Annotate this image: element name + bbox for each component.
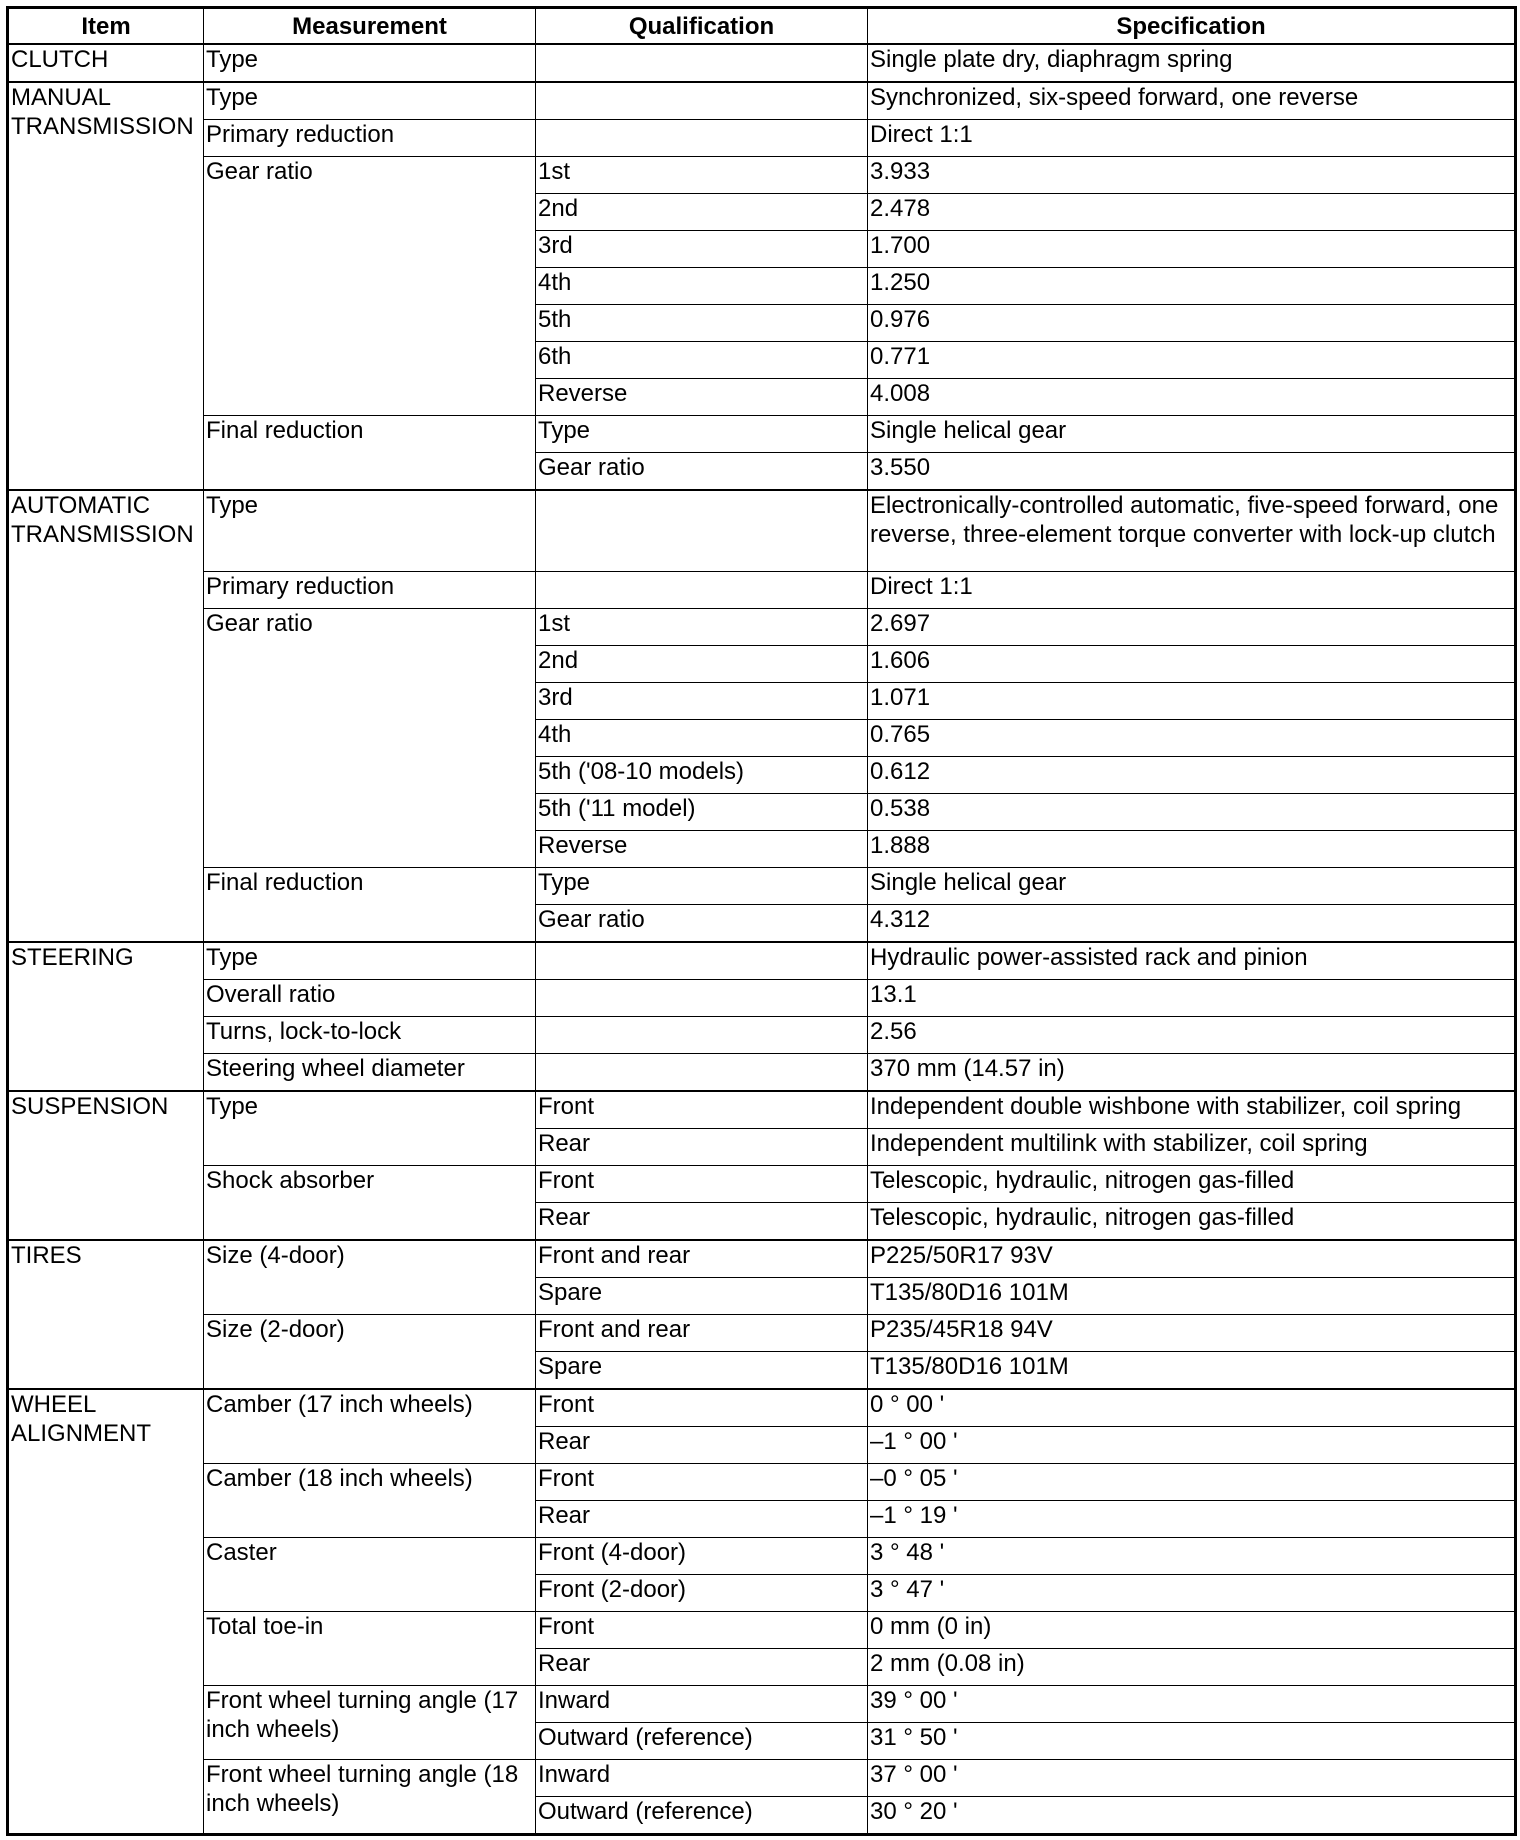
header-row	[8, 8, 1516, 45]
qualification-cell: 4th	[536, 268, 868, 305]
specification-cell: 13.1	[868, 980, 1516, 1017]
qualification-cell: Front	[536, 1464, 868, 1501]
qualification-cell: Gear ratio	[536, 905, 868, 943]
specification-cell: 37 ° 00 '	[868, 1760, 1516, 1797]
measurement-cell: Turns, lock-to-lock	[204, 1017, 536, 1054]
qualification-cell: Rear	[536, 1427, 868, 1464]
item-cell: CLUTCH	[8, 44, 204, 82]
table-body	[8, 44, 1516, 1835]
specification-cell: 3.933	[868, 157, 1516, 194]
qualification-cell: 2nd	[536, 194, 868, 231]
header-item: Item	[8, 8, 204, 45]
qualification-cell: 3rd	[536, 683, 868, 720]
qualification-cell: Rear	[536, 1203, 868, 1241]
specification-cell: 0 mm (0 in)	[868, 1612, 1516, 1649]
measurement-cell: Primary reduction	[204, 120, 536, 157]
specification-cell: 0.771	[868, 342, 1516, 379]
qualification-cell: 5th	[536, 305, 868, 342]
table-row	[8, 609, 1516, 646]
qualification-cell: 2nd	[536, 646, 868, 683]
qualification-cell: Inward	[536, 1760, 868, 1797]
table-row	[8, 1464, 1516, 1501]
qualification-cell: Type	[536, 868, 868, 905]
specification-cell: Synchronized, six-speed forward, one reverse	[868, 82, 1516, 120]
qualification-cell: Front and rear	[536, 1240, 868, 1278]
table-row	[8, 1315, 1516, 1352]
specification-cell: 0.976	[868, 305, 1516, 342]
qualification-cell: Front	[536, 1612, 868, 1649]
table-row	[8, 157, 1516, 194]
measurement-cell: Primary reduction	[204, 572, 536, 609]
qualification-cell	[536, 942, 868, 980]
qualification-cell: 3rd	[536, 231, 868, 268]
item-cell: MANUAL TRANSMISSION	[8, 82, 204, 490]
table-row	[8, 82, 1516, 120]
qualification-cell: 4th	[536, 720, 868, 757]
specification-cell: 2 mm (0.08 in)	[868, 1649, 1516, 1686]
qualification-cell: Front (4-door)	[536, 1538, 868, 1575]
table-row	[8, 942, 1516, 980]
item-cell: SUSPENSION	[8, 1091, 204, 1240]
specification-cell: 3.550	[868, 453, 1516, 491]
table-row	[8, 1686, 1516, 1723]
specification-cell: –1 ° 00 '	[868, 1427, 1516, 1464]
specification-cell: Telescopic, hydraulic, nitrogen gas-filled	[868, 1203, 1516, 1241]
specifications-table	[6, 6, 1517, 1836]
table-row	[8, 1612, 1516, 1649]
measurement-cell: Type	[204, 490, 536, 572]
qualification-cell: Front	[536, 1166, 868, 1203]
measurement-cell: Gear ratio	[204, 609, 536, 868]
table-row	[8, 416, 1516, 453]
measurement-cell: Final reduction	[204, 868, 536, 943]
specification-cell: Single helical gear	[868, 868, 1516, 905]
specification-cell: 3 ° 47 '	[868, 1575, 1516, 1612]
specification-cell: 0.765	[868, 720, 1516, 757]
measurement-cell: Shock absorber	[204, 1166, 536, 1241]
item-cell: TIRES	[8, 1240, 204, 1389]
table-row	[8, 1166, 1516, 1203]
table-row	[8, 868, 1516, 905]
specification-cell: 0.538	[868, 794, 1516, 831]
qualification-cell: 1st	[536, 157, 868, 194]
specification-cell: Direct 1:1	[868, 120, 1516, 157]
qualification-cell: Front	[536, 1389, 868, 1427]
specification-cell: 370 mm (14.57 in)	[868, 1054, 1516, 1092]
specification-cell: 2.697	[868, 609, 1516, 646]
qualification-cell: Spare	[536, 1278, 868, 1315]
specification-cell: Telescopic, hydraulic, nitrogen gas-filled	[868, 1166, 1516, 1203]
qualification-cell: Inward	[536, 1686, 868, 1723]
qualification-cell: 5th ('08-10 models)	[536, 757, 868, 794]
measurement-cell: Front wheel turning angle (17 inch wheels)	[204, 1686, 536, 1760]
qualification-cell: Outward (reference)	[536, 1723, 868, 1760]
table-row	[8, 1017, 1516, 1054]
measurement-cell: Camber (17 inch wheels)	[204, 1389, 536, 1464]
qualification-cell: Spare	[536, 1352, 868, 1390]
table-row	[8, 44, 1516, 82]
qualification-cell: 6th	[536, 342, 868, 379]
qualification-cell	[536, 980, 868, 1017]
qualification-cell: Outward (reference)	[536, 1797, 868, 1835]
qualification-cell	[536, 82, 868, 120]
specification-cell: Independent double wishbone with stabilizer, coil spring	[868, 1091, 1516, 1129]
measurement-cell: Final reduction	[204, 416, 536, 491]
specification-cell: 31 ° 50 '	[868, 1723, 1516, 1760]
table-row	[8, 120, 1516, 157]
measurement-cell: Overall ratio	[204, 980, 536, 1017]
header-qualification: Qualification	[536, 8, 868, 45]
item-cell: STEERING	[8, 942, 204, 1091]
qualification-cell: Front (2-door)	[536, 1575, 868, 1612]
measurement-cell: Caster	[204, 1538, 536, 1612]
qualification-cell: Gear ratio	[536, 453, 868, 491]
specification-cell: 1.071	[868, 683, 1516, 720]
header-measurement: Measurement	[204, 8, 536, 45]
measurement-cell: Size (4-door)	[204, 1240, 536, 1315]
measurement-cell: Camber (18 inch wheels)	[204, 1464, 536, 1538]
specification-cell: 39 ° 00 '	[868, 1686, 1516, 1723]
specification-cell: Direct 1:1	[868, 572, 1516, 609]
specification-cell: P235/45R18 94V	[868, 1315, 1516, 1352]
measurement-cell: Total toe-in	[204, 1612, 536, 1686]
specification-cell: Hydraulic power-assisted rack and pinion	[868, 942, 1516, 980]
specification-cell: Single plate dry, diaphragm spring	[868, 44, 1516, 82]
specification-cell: P225/50R17 93V	[868, 1240, 1516, 1278]
qualification-cell: Type	[536, 416, 868, 453]
qualification-cell: 1st	[536, 609, 868, 646]
qualification-cell: 5th ('11 model)	[536, 794, 868, 831]
table-row	[8, 980, 1516, 1017]
qualification-cell: Reverse	[536, 379, 868, 416]
table-row	[8, 1389, 1516, 1427]
specification-cell: T135/80D16 101M	[868, 1278, 1516, 1315]
specification-cell: Single helical gear	[868, 416, 1516, 453]
table-row	[8, 1240, 1516, 1278]
measurement-cell: Type	[204, 44, 536, 82]
qualification-cell: Front	[536, 1091, 868, 1129]
specification-cell: 1.888	[868, 831, 1516, 868]
specification-cell: T135/80D16 101M	[868, 1352, 1516, 1390]
item-cell: AUTOMATIC TRANSMISSION	[8, 490, 204, 942]
measurement-cell: Type	[204, 1091, 536, 1166]
measurement-cell: Gear ratio	[204, 157, 536, 416]
qualification-cell	[536, 44, 868, 82]
specification-cell: Electronically-controlled automatic, five-speed forward, one reverse, three-element torque converter with lock-up clutch	[868, 490, 1516, 572]
qualification-cell: Front and rear	[536, 1315, 868, 1352]
header-specification: Specification	[868, 8, 1516, 45]
specification-cell: 2.478	[868, 194, 1516, 231]
specification-cell: 2.56	[868, 1017, 1516, 1054]
qualification-cell: Rear	[536, 1501, 868, 1538]
specification-cell: 4.008	[868, 379, 1516, 416]
item-cell: WHEEL ALIGNMENT	[8, 1389, 204, 1835]
qualification-cell	[536, 1017, 868, 1054]
qualification-cell	[536, 120, 868, 157]
specification-cell: 1.700	[868, 231, 1516, 268]
measurement-cell: Type	[204, 82, 536, 120]
table-row	[8, 1091, 1516, 1129]
specification-cell: 4.312	[868, 905, 1516, 943]
specification-cell: 1.606	[868, 646, 1516, 683]
table-row	[8, 490, 1516, 572]
qualification-cell: Reverse	[536, 831, 868, 868]
measurement-cell: Size (2-door)	[204, 1315, 536, 1390]
specification-cell: –0 ° 05 '	[868, 1464, 1516, 1501]
qualification-cell	[536, 490, 868, 572]
table-row	[8, 572, 1516, 609]
qualification-cell: Rear	[536, 1129, 868, 1166]
specification-cell: Independent multilink with stabilizer, coil spring	[868, 1129, 1516, 1166]
table-row	[8, 1760, 1516, 1797]
specification-cell: 0 ° 00 '	[868, 1389, 1516, 1427]
specification-cell: 3 ° 48 '	[868, 1538, 1516, 1575]
measurement-cell: Front wheel turning angle (18 inch wheels)	[204, 1760, 536, 1835]
specification-cell: –1 ° 19 '	[868, 1501, 1516, 1538]
qualification-cell	[536, 1054, 868, 1092]
table-row	[8, 1054, 1516, 1092]
qualification-cell: Rear	[536, 1649, 868, 1686]
specification-cell: 0.612	[868, 757, 1516, 794]
measurement-cell: Type	[204, 942, 536, 980]
specification-cell: 30 ° 20 '	[868, 1797, 1516, 1835]
specification-cell: 1.250	[868, 268, 1516, 305]
table-row	[8, 1538, 1516, 1575]
qualification-cell	[536, 572, 868, 609]
measurement-cell: Steering wheel diameter	[204, 1054, 536, 1092]
